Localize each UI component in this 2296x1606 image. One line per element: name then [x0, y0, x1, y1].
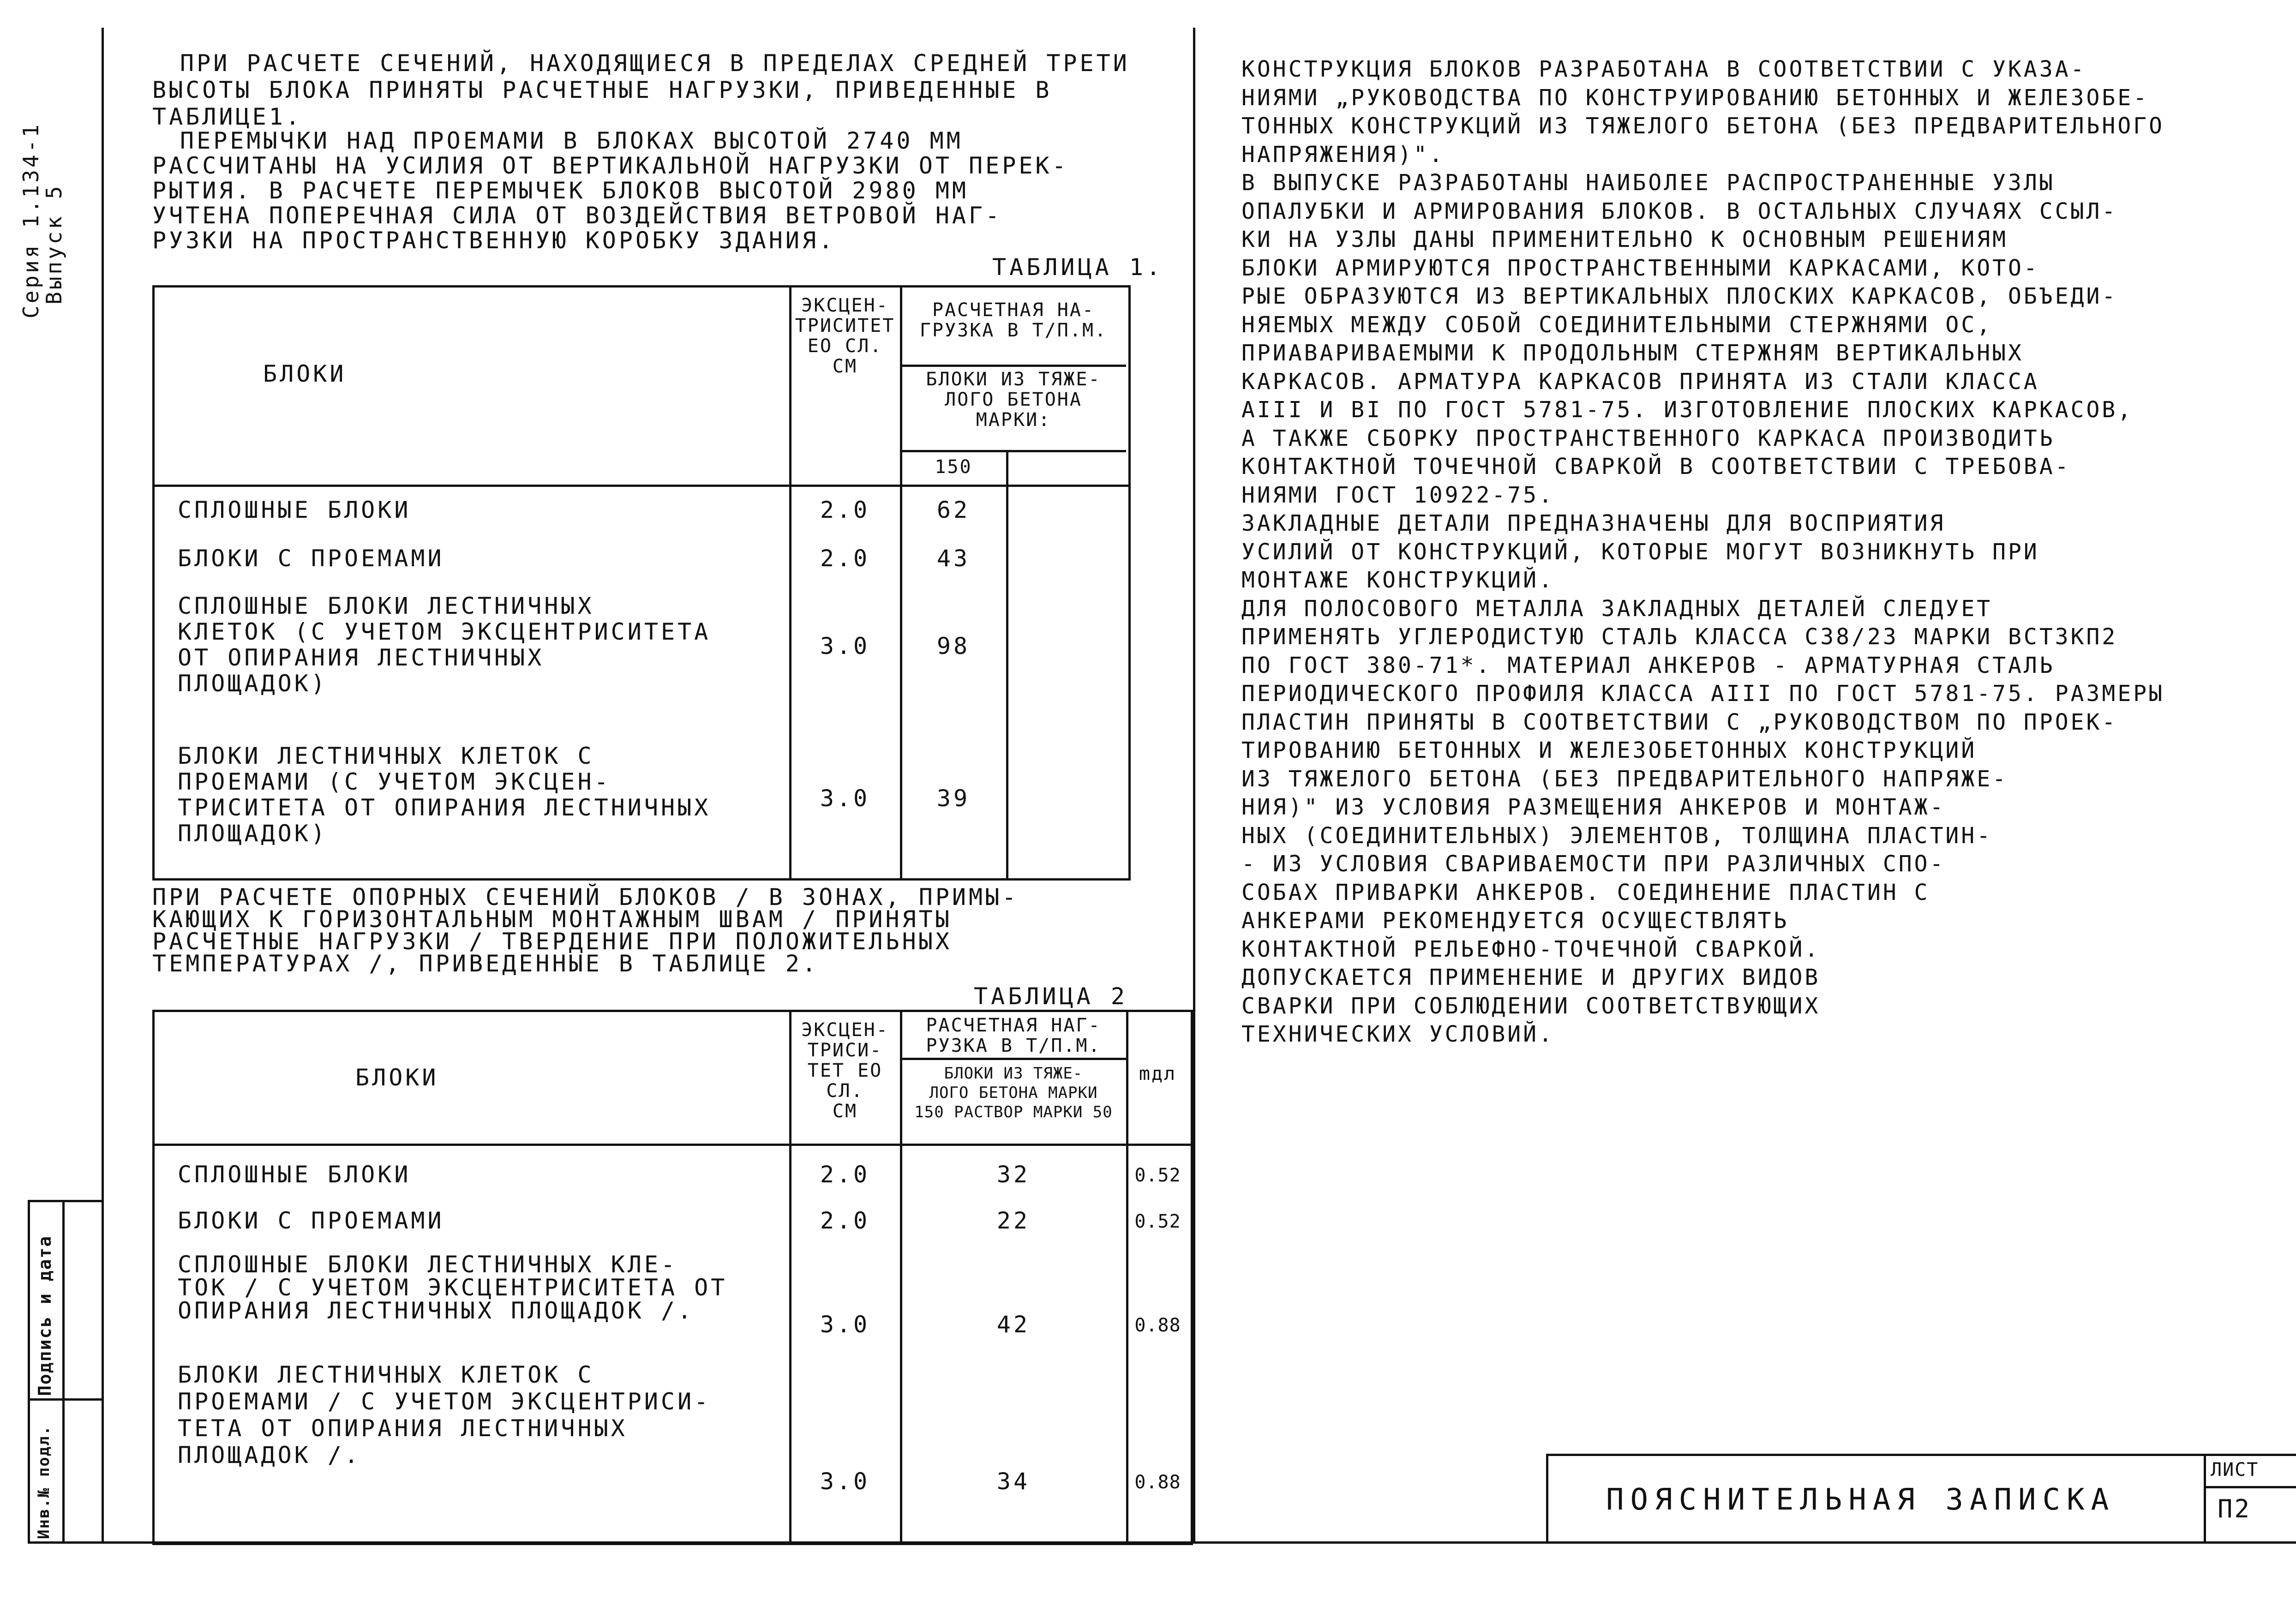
- row-load: 32: [996, 1161, 1031, 1188]
- row-load: 39: [936, 785, 971, 812]
- row-eccentricity: 2.0: [820, 545, 870, 572]
- row-name: БЛОКИ С ПРОЕМАМИ: [178, 545, 444, 572]
- row-m: 0.88: [1134, 1315, 1181, 1336]
- row-eccentricity: 3.0: [820, 1468, 870, 1495]
- table1-header-load: РАСЧЕТНАЯ НА- ГРУЗКА В Т/П.М.: [919, 300, 1108, 341]
- row-load: 43: [936, 545, 971, 572]
- row-load: 42: [996, 1311, 1031, 1338]
- table2-header-load: РАСЧЕТНАЯ НАГ- РУЗКА В Т/П.М.: [926, 1015, 1101, 1056]
- row-eccentricity: 3.0: [820, 785, 870, 812]
- row-name: СПЛОШНЫЕ БЛОКИ: [178, 1161, 411, 1188]
- table1-header-grade: 150: [935, 456, 972, 478]
- signature-label: Подпись и дата: [35, 1235, 55, 1396]
- table2-caption: ТАБЛИЦА 2: [974, 983, 1128, 1010]
- row-m: 0.88: [1134, 1472, 1181, 1493]
- table2-header-load-sub: БЛОКИ ИЗ ТЯЖЕ- ЛОГО БЕТОНА МАРКИ 150 РАСТВОР МАРКИ 50: [914, 1064, 1113, 1121]
- support-sections-paragraph: ПРИ РАСЧЕТЕ ОПОРНЫХ СЕЧЕНИЙ БЛОКОВ / В ЗОНАХ, ПРИМЫ- КАЮЩИХ К ГОРИЗОНТАЛЬНЫМ МОНТАЖНЫМ ШВАМ / ПРИНЯТЫ РАСЧЕТНЫЕ НАГРУЗКИ / ТВЕРДЕНИЕ ПРИ ПОЛОЖИТЕЛЬНЫХ ТЕМПЕРАТУРАХ /, ПРИВЕДЕННЫЕ В ТАБЛИЦЕ 2.: [152, 884, 1019, 977]
- row-name: БЛОКИ ЛЕСТНИЧНЫХ КЛЕТОК С ПРОЕМАМИ / С УЧЕТОМ ЭКСЦЕНТРИСИ- ТЕТА ОТ ОПИРАНИЯ ЛЕСТНИЧНЫХ ПЛОЩАДОК /.: [178, 1361, 711, 1468]
- row-eccentricity: 2.0: [820, 1207, 870, 1234]
- row-name: СПЛОШНЫЕ БЛОКИ ЛЕСТНИЧНЫХ КЛЕ- ТОК / С УЧЕТОМ ЭКСЦЕНТРИСИТЕТА ОТ ОПИРАНИЯ ЛЕСТНИЧНЫХ ПЛОЩАДОК /.: [178, 1251, 728, 1324]
- row-load: 22: [996, 1207, 1031, 1234]
- table1-header-blocks: БЛОКИ: [263, 360, 347, 387]
- table1-caption: ТАБЛИЦА 1.: [992, 254, 1164, 281]
- row-eccentricity: 3.0: [820, 1311, 870, 1338]
- row-load: 62: [936, 497, 971, 523]
- row-name: СПЛОШНЫЕ БЛОКИ: [178, 497, 411, 523]
- table2-header-m: mдл: [1139, 1063, 1177, 1085]
- issue-label: Выпуск 5: [42, 184, 66, 305]
- row-load: 98: [936, 633, 971, 659]
- explanatory-text: КОНСТРУКЦИЯ БЛОКОВ РАЗРАБОТАНА В СООТВЕТСТВИИ С УКАЗА- НИЯМИ „РУКОВОДСТВА ПО КОНСТРУИРОВАНИЮ БЕТОННЫХ И ЖЕЛЕЗОБЕ- ТОННЫХ КОНСТРУКЦИЙ ИЗ ТЯЖЕЛОГО БЕТОНА (БЕЗ ПРЕДВАРИТЕЛЬНОГО НАПРЯЖЕНИЯ)". В ВЫПУСКЕ РАЗРАБОТАНЫ НАИБОЛЕЕ РАСПРОСТРАНЕННЫЕ УЗЛЫ ОПАЛУБКИ И АРМИРОВАНИЯ БЛОКОВ. В ОСТАЛЬНЫХ СЛУЧАЯХ ССЫЛ- КИ НА УЗЛЫ ДАНЫ ПРИМЕНИТЕЛЬНО К ОСНОВНЫМ РЕШЕНИЯМ БЛОКИ АРМИРУЮТСЯ ПРОСТРАНСТВЕННЫМИ КАРКАСАМИ, КОТО- РЫЕ ОБРАЗУЮТСЯ ИЗ ВЕРТИКАЛЬНЫХ ПЛОСКИХ КАРКАСОВ, ОБЪЕДИ- НЯЕМЫХ МЕЖДУ СОБОЙ СОЕДИНИТЕЛЬНЫМИ СТЕРЖНЯМИ ОС, ПРИАВАРИВАЕМЫМИ К ПРОДОЛЬНЫМ СТЕРЖНЯМ ВЕРТИКАЛЬНЫХ КАРКАСОВ. АРМАТУРА КАРКАСОВ ПРИНЯТА ИЗ СТАЛИ КЛАССА АIII И ВI ПО ГОСТ 5781-75. ИЗГОТОВЛЕНИЕ ПЛОСКИХ КАРКАСОВ, А ТАКЖЕ СБОРКУ ПРОСТРАНСТВЕННОГО КАРКАСА ПРОИЗВОДИТЬ КОНТАКТНОЙ ТОЧЕЧНОЙ СВАРКОЙ В СООТВЕТСТВИИ С ТРЕБОВА- НИЯМИ ГОСТ 10922-75. ЗАКЛАДНЫЕ ДЕТАЛИ ПРЕДНАЗНАЧЕНЫ ДЛЯ ВОСПРИЯТИЯ УСИЛИЙ ОТ КОНСТРУКЦИЙ, КОТОРЫЕ МОГУТ ВОЗНИКНУТЬ ПРИ МОНТАЖЕ КОНСТРУКЦИЙ. ДЛЯ ПОЛОСОВОГО МЕТАЛЛА ЗАКЛАДНЫХ ДЕТАЛЕЙ СЛЕДУЕТ ПРИМЕНЯТЬ УГЛЕРОДИСТУЮ СТАЛЬ КЛАССА С38/23 МАРКИ ВСТ3КП2 ПО ГОСТ 380-71*. МАТЕРИАЛ АНКЕРОВ - АРМАТУРНАЯ СТАЛЬ ПЕРИОДИЧЕСКОГО ПРОФИЛЯ КЛАССА АIII ПО ГОСТ 5781-75. РАЗМЕРЫ ПЛАСТИН ПРИНЯТЫ В СООТВЕТСТВИИ С „РУКОВОДСТВОМ ПО ПРОЕК- ТИРОВАНИЮ БЕТОННЫХ И ЖЕЛЕЗОБЕТОННЫХ КОНСТРУКЦИЙ ИЗ ТЯЖЕЛОГО БЕТОНА (БЕЗ ПРЕДВАРИТЕЛЬНОГО НАПРЯЖЕ- НИЯ)" ИЗ УСЛОВИЯ РАЗМЕЩЕНИЯ АНКЕРОВ И МОНТАЖ- НЫХ (СОЕДИНИТЕЛЬНЫХ) ЭЛЕМЕНТОВ, ТОЛЩИНА ПЛАСТИН- - ИЗ УСЛОВИЯ СВАРИВАЕМОСТИ ПРИ РАЗЛИЧНЫХ СПО- СОБАХ ПРИВАРКИ АНКЕРОВ. СОЕДИНЕНИЕ ПЛАСТИН С АНКЕРАМИ РЕКОМЕНДУЕТСЯ ОСУЩЕСТВЛЯТЬ КОНТАКТНОЙ РЕЛЬЕФНО-ТОЧЕЧНОЙ СВАРКОЙ. ДОПУСКАЕТСЯ ПРИМЕНЕНИЕ И ДРУГИХ ВИДОВ СВАРКИ ПРИ СОБЛЮДЕНИИ СООТВЕТСТВУЮЩИХ ТЕХНИЧЕСКИХ УСЛОВИЙ.: [1241, 56, 2165, 1047]
- series-label: Серия 1.134-1: [18, 122, 43, 318]
- row-name: БЛОКИ ЛЕСТНИЧНЫХ КЛЕТОК С ПРОЕМАМИ (С УЧЕТОМ ЭКСЦЕН- ТРИСИТЕТА ОТ ОПИРАНИЯ ЛЕСТНИЧНЫХ ПЛОЩАДОК): [178, 743, 711, 847]
- row-eccentricity: 2.0: [820, 497, 870, 523]
- sheet-number: П2: [2218, 1494, 2252, 1523]
- table2-header-eccentricity: ЭКСЦЕН- ТРИСИ- ТЕТ EО СЛ. СМ: [801, 1019, 889, 1122]
- lintel-paragraph: ПЕРЕМЫЧКИ НАД ПРОЕМАМИ В БЛОКАХ ВЫСОТОЙ 2740 ММ РАССЧИТАНЫ НА УСИЛИЯ ОТ ВЕРТИКАЛЬНОЙ НАГРУЗКИ ОТ ПЕРЕК- РЫТИЯ. В РАСЧЕТЕ ПЕРЕМЫЧЕК БЛОКОВ ВЫСОТОЙ 2980 ММ УЧТЕНА ПОПЕРЕЧНАЯ СИЛА ОТ ВОЗДЕЙСТВИЯ ВЕТРОВОЙ НАГ- РУЗКИ НА ПРОСТРАНСТВЕННУЮ КОРОБКУ ЗДАНИЯ.: [152, 127, 1069, 254]
- row-m: 0.52: [1134, 1211, 1181, 1232]
- inventory-number-label: Инв.№ подл.: [35, 1425, 53, 1539]
- sheet-label: ЛИСТ: [2211, 1459, 2259, 1480]
- row-m: 0.52: [1134, 1165, 1181, 1186]
- table2-header-blocks: БЛОКИ: [355, 1064, 439, 1091]
- row-eccentricity: 2.0: [820, 1161, 870, 1188]
- row-eccentricity: 3.0: [820, 633, 870, 659]
- row-name: БЛОКИ С ПРОЕМАМИ: [178, 1207, 444, 1234]
- intro-paragraph: ПРИ РАСЧЕТЕ СЕЧЕНИЙ, НАХОДЯЩИЕСЯ В ПРЕДЕЛАХ СРЕДНЕЙ ТРЕТИ ВЫСОТЫ БЛОКА ПРИНЯТЫ РАСЧЕТНЫЕ НАГРУЗКИ, ПРИВЕДЕННЫЕ В ТАБЛИЦЕ1.: [152, 50, 1130, 130]
- table1-header-eccentricity: ЭКСЦЕН- ТРИСИТЕТ EО СЛ. СМ: [795, 295, 895, 377]
- document-title: ПОЯСНИТЕЛЬНАЯ ЗАПИСКА: [1606, 1483, 2116, 1517]
- row-name: СПЛОШНЫЕ БЛОКИ ЛЕСТНИЧНЫХ КЛЕТОК (С УЧЕТОМ ЭКСЦЕНТРИСИТЕТА ОТ ОПИРАНИЯ ЛЕСТНИЧНЫХ ПЛОЩАДОК): [178, 593, 711, 697]
- row-load: 34: [996, 1468, 1031, 1495]
- table1-header-load-sub: БЛОКИ ИЗ ТЯЖЕ- ЛОГО БЕТОНА МАРКИ:: [926, 369, 1101, 431]
